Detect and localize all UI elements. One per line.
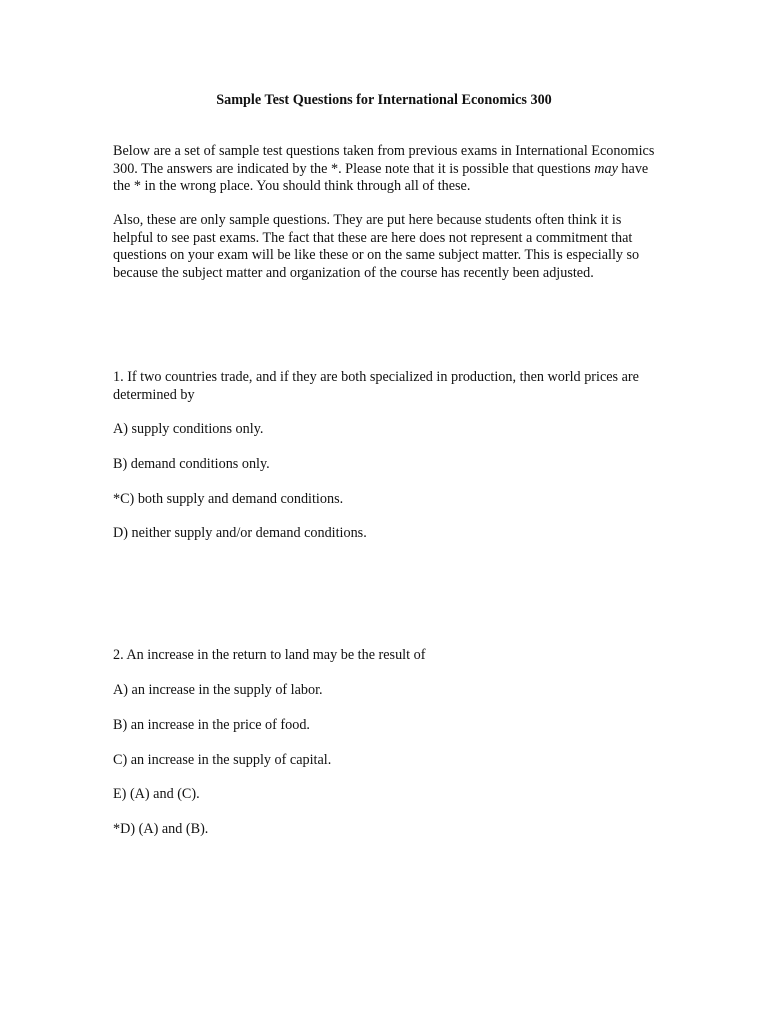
question-1-option-b: B) demand conditions only. (113, 456, 270, 472)
question-2-option-d: *D) (A) and (B). (113, 821, 209, 837)
question-1-option-c: *C) both supply and demand conditions. (113, 491, 344, 507)
question-2-option-b: B) an increase in the price of food. (113, 717, 310, 733)
question-1-prompt: 1. If two countries trade, and if they are both specialized in production, then world prices are determined by (113, 369, 639, 403)
question-1-option-d: D) neither supply and/or demand conditions. (113, 525, 367, 541)
question-2-option-e: E) (A) and (C). (113, 786, 200, 802)
question-2-prompt: 2. An increase in the return to land may be the result of (113, 647, 426, 663)
intro-emphasis: may (594, 160, 618, 177)
question-1-option-a: A) supply conditions only. (113, 421, 264, 437)
intro-paragraph-1 (113, 143, 658, 196)
document-title: Sample Test Questions for International Economics 300 (216, 92, 552, 108)
question-2-option-c: C) an increase in the supply of capital. (113, 752, 332, 768)
intro-paragraph-1-part-2: have the * in the wrong place. You should think through all of these. (113, 160, 649, 194)
question-2-option-a: A) an increase in the supply of labor. (113, 682, 323, 698)
intro-paragraph-1-part-1: Below are a set of sample test questions taken from previous exams in International Economics 300. The answers are indicated by the *. Please note that it is possible that questions (113, 143, 655, 177)
intro-paragraph-2: Also, these are only sample questions. They are put here because students often think it is helpful to see past exams. The fact that these are here does not represent a commitment that questions on your exam will be like these or on the same subject matter. This is especially so because the subject matter and organization of the course has recently been adjusted. (113, 212, 640, 281)
